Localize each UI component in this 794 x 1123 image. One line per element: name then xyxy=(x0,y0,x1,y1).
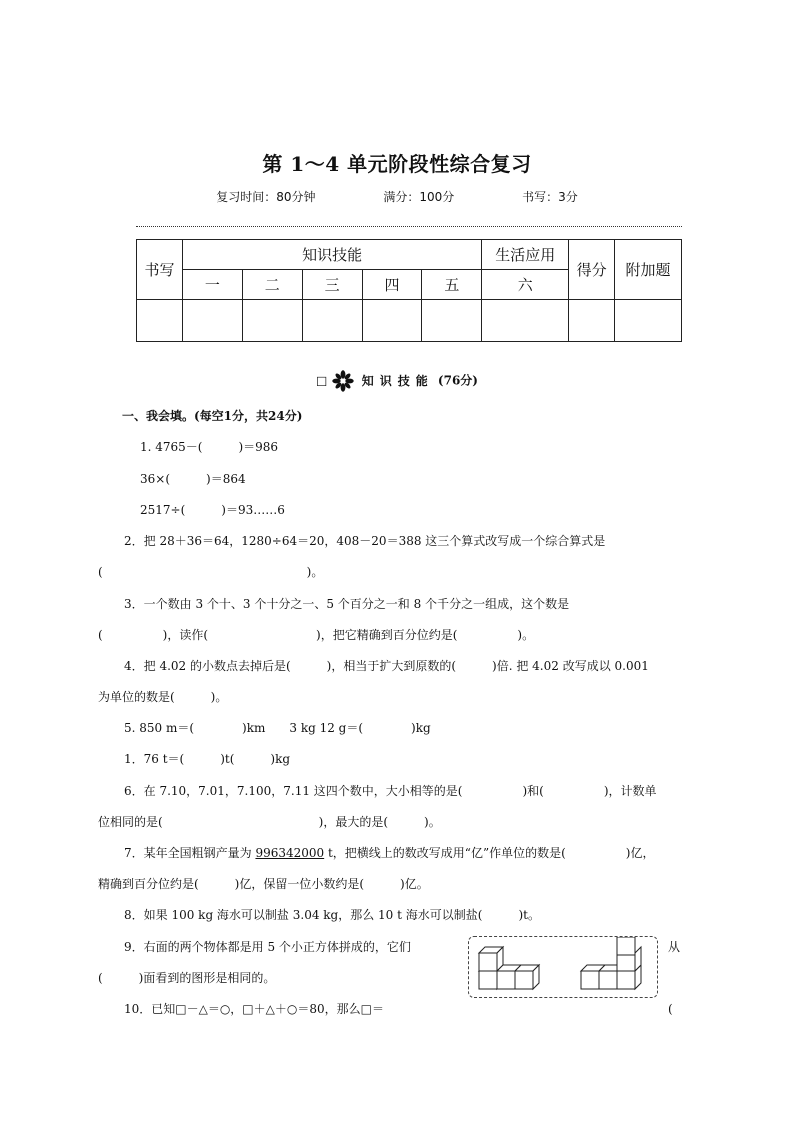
score-cell[interactable] xyxy=(482,300,569,342)
q1-line2: 36×( )＝864 xyxy=(140,472,246,486)
section-box: □ xyxy=(316,373,328,388)
section-title: 知识技能 xyxy=(361,373,434,388)
q7-underlined-number: 996342000 xyxy=(255,846,325,860)
header-num-5: 五 xyxy=(422,270,482,300)
header-writing: 书写 xyxy=(137,240,183,300)
dotted-divider xyxy=(136,226,682,227)
header-knowledge: 知识技能 xyxy=(182,240,481,270)
q7-suffix: t，把横线上的数改写成用“亿”作单位的数是( )亿， xyxy=(324,846,655,860)
q8-line: 8．如果 100 kg 海水可以制盐 3.04 kg，那么 10 t 海水可以制盐( )t。 xyxy=(124,908,540,922)
q4-line2: 为单位的数是( )。 xyxy=(98,690,228,704)
q7-line2: 精确到百分位约是( )亿，保留一位小数约是( )亿。 xyxy=(98,877,429,891)
q3-line2: ( )，读作( )，把它精确到百分位约是( )。 xyxy=(98,628,535,642)
flower-icon xyxy=(332,370,354,392)
q6-line1: 6．在 7.10，7.01，7.100，7.11 这四个数中，大小相等的是( )和( )，计数单 xyxy=(124,784,657,798)
score-cell[interactable] xyxy=(242,300,302,342)
q2-line2: ( )。 xyxy=(98,565,324,579)
q7-line1 xyxy=(124,845,654,861)
q5-line1: 5. 850 m＝( )km 3 kg 12 g＝( )kg xyxy=(124,721,431,735)
score-cell[interactable] xyxy=(362,300,422,342)
q7-prefix: 7．某年全国粗钢产量为 xyxy=(124,846,256,860)
header-num-2: 二 xyxy=(242,270,302,300)
q5-line2: 1．76 t＝( )t( )kg xyxy=(124,752,291,766)
q4-line1: 4．把 4.02 的小数点去掉后是( )，相当于扩大到原数的( )倍. 把 4.02 改写成以 0.001 xyxy=(124,659,649,673)
q10-paren: ( xyxy=(668,1002,673,1016)
part1-title: 一、我会填。(每空1分，共24分) xyxy=(122,409,303,423)
score-cell[interactable] xyxy=(422,300,482,342)
q3-line1: 3．一个数由 3 个十、3 个十分之一、5 个百分之一和 8 个千分之一组成，这个数是 xyxy=(124,597,570,611)
score-table xyxy=(136,239,682,342)
q6-line2: 位相同的是( )，最大的是( )。 xyxy=(98,815,441,829)
score-cell[interactable] xyxy=(302,300,362,342)
q10-line: 10．已知□－△＝○，□＋△＋○＝80，那么□＝ xyxy=(124,1002,384,1016)
page-title: 第 1～4 单元阶段性综合复习 xyxy=(262,152,532,176)
exam-info xyxy=(0,188,794,205)
score-cell[interactable] xyxy=(569,300,615,342)
score-cell[interactable] xyxy=(615,300,682,342)
score-cell[interactable] xyxy=(137,300,183,342)
q9-line1: 9．右面的两个物体都是用 5 个小正方体拼成的，它们 xyxy=(124,940,411,954)
q9-line1-end: 从 xyxy=(668,940,681,954)
header-num-6: 六 xyxy=(482,270,569,300)
section-points: (76分) xyxy=(437,373,478,388)
exam-time: 复习时间：80分钟 xyxy=(216,190,316,204)
cube-figure xyxy=(468,936,658,998)
exam-full-marks: 满分：100分 xyxy=(383,190,455,204)
q1-line3: 2517÷( )＝93……6 xyxy=(140,503,285,517)
header-bonus: 附加题 xyxy=(615,240,682,300)
score-cell[interactable] xyxy=(182,300,242,342)
header-num-1: 一 xyxy=(182,270,242,300)
header-num-3: 三 xyxy=(302,270,362,300)
header-score: 得分 xyxy=(569,240,615,300)
header-life: 生活应用 xyxy=(482,240,569,270)
q9-line2: ( )面看到的图形是相同的。 xyxy=(98,971,276,985)
exam-writing-score: 书写：3分 xyxy=(522,190,578,204)
q1-line1: 1. 4765－( )＝986 xyxy=(140,440,279,454)
section-heading xyxy=(0,370,794,392)
q2-line1: 2．把 28＋36＝64，1280÷64＝20，408－20＝388 这三个算式改写成一个综合算式是 xyxy=(124,534,606,548)
header-num-4: 四 xyxy=(362,270,422,300)
cube-stack-left xyxy=(469,937,659,999)
